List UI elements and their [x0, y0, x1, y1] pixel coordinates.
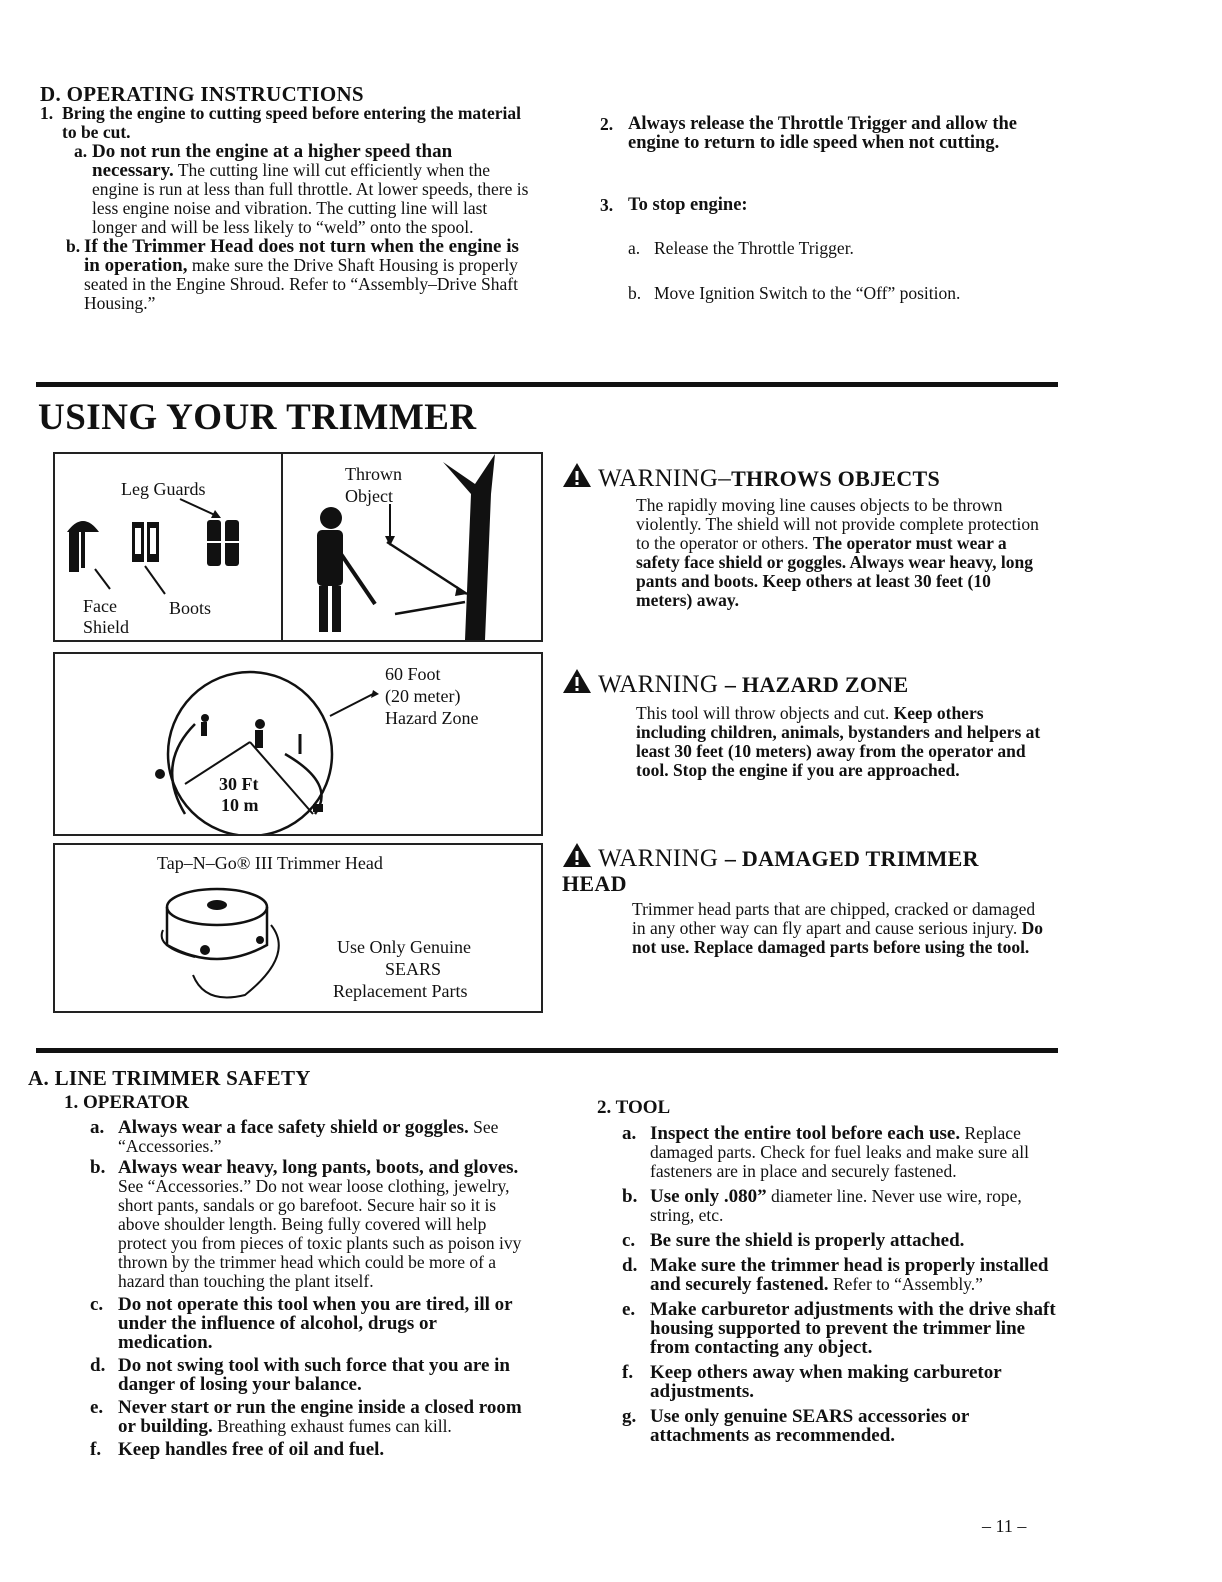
label-distance-ft: 30 Ft [219, 774, 259, 794]
label-face: Face [83, 596, 117, 616]
item-text: To stop engine: [628, 195, 748, 215]
list-item [622, 1300, 1058, 1357]
item-label: d. [90, 1355, 106, 1376]
list-item [622, 1187, 1058, 1225]
tool-list [622, 1124, 1058, 1447]
item-text: Bring the engine to cutting speed before entering the material to be cut. [62, 103, 521, 142]
figure-protective-gear [53, 452, 543, 642]
page-title: USING YOUR TRIMMER [38, 397, 477, 438]
warning-throws-objects [562, 462, 1044, 610]
trimmer-head-illustration [55, 845, 541, 1011]
label-zone-line2: (20 meter) [385, 686, 461, 706]
item-label: a. [90, 1117, 105, 1138]
item-text: See “Accessories.” Do not wear loose clothing, jewelry, short pants, sandals or go barefoot. Secure hair so it is above shoulder length. Being fully covered will help protect you from pieces of toxic plants such as poison ivy thrown by the trimmer head which could be more of a hazard than touching the plant itself. [118, 1176, 522, 1291]
figure-trimmer-head [53, 843, 543, 1013]
sub-bold: Do not run the engine at a higher speed than necessary. [92, 141, 453, 181]
item-bold: Always wear heavy, long pants, boots, and gloves. [118, 1157, 519, 1178]
warning-title: WARNING – DAMAGED TRIMMER HEAD [562, 842, 1044, 896]
item-number: 1. [40, 103, 54, 123]
sub-text: Release the Throttle Trigger. [654, 238, 854, 258]
list-item [90, 1295, 526, 1352]
item-text: Replace damaged parts. Check for fuel leaks and make sure all fasteners are in place and securely fastened. [650, 1123, 1030, 1181]
sub-label: a. [74, 141, 88, 161]
section-d-item-2 [600, 115, 1068, 153]
item-bold: Always wear a face safety shield or goggles. [118, 1117, 469, 1138]
item-bold: Never start or run the engine inside a closed room or building. [118, 1397, 522, 1437]
warning-hazard-zone [562, 668, 1044, 780]
label-genuine-line1: Use Only Genuine [337, 937, 471, 957]
item-bold: Keep handles free of oil and fuel. [118, 1439, 385, 1460]
sub-label: b. [628, 283, 642, 303]
warning-bold: The operator must wear a safety face shield or goggles. Always wear heavy, long pants and boots. Keep others at least 30 feet (10 meters) away. [636, 533, 1033, 610]
warning-title: WARNING – HAZARD ZONE [562, 668, 1044, 699]
item-label: g. [622, 1406, 637, 1427]
warning-title: WARNING–THROWS OBJECTS [562, 462, 1044, 493]
item-label: e. [622, 1299, 636, 1320]
label-genuine-line3: Replacement Parts [333, 981, 468, 1001]
warning-damaged-head [562, 842, 1044, 957]
item-bold: Use only .080” [650, 1186, 767, 1207]
section-d-item-3 [600, 196, 1068, 303]
figure-hazard-zone [53, 652, 543, 836]
item-number: 3. [600, 195, 614, 215]
sub-label: a. [628, 238, 641, 258]
section-divider [36, 1048, 1058, 1053]
sub-label: b. [66, 236, 81, 256]
item-bold: Do not operate this tool when you are tired, ill or under the influence of alcohol, drugs or medication. [118, 1294, 513, 1353]
item-text: Breathing exhaust fumes can kill. [217, 1416, 452, 1436]
section-a-heading: A. LINE TRIMMER SAFETY [28, 1066, 311, 1090]
item-text: Refer to “Assembly.” [832, 1274, 983, 1294]
item-bold: Make carburetor adjustments with the drive shaft housing supported to prevent the trimmer line from contacting any object. [650, 1299, 1056, 1358]
list-item [90, 1118, 526, 1156]
label-trimmer-head: Tap–N–Go® III Trimmer Head [157, 853, 383, 873]
label-thrown: Thrown [345, 464, 402, 484]
sub-text: Move Ignition Switch to the “Off” position. [654, 283, 961, 303]
item-label: a. [622, 1123, 637, 1144]
list-item [90, 1398, 526, 1436]
sub-text: make sure the Drive Shaft Housing is properly seated in the Engine Shroud. Refer to “Assembly–Drive Shaft Housing.” [84, 255, 518, 313]
label-zone-line3: Hazard Zone [385, 708, 479, 728]
warning-triangle-icon [562, 462, 592, 488]
warning-text: Trimmer head parts that are chipped, cracked or damaged in any other way can fly apart and cause serious injury. [632, 899, 1036, 938]
item-bold: Use only genuine SEARS accessories or attachments as recommended. [650, 1406, 969, 1446]
list-item [90, 1440, 526, 1459]
list-item [90, 1158, 526, 1291]
sub-text: The cutting line will cut efficiently when the engine is run at less than full throttle. At lower speeds, there is less engine noise and vibration. The cutting line will last longer and will be less likely to “weld” onto the spool. [92, 160, 529, 237]
label-boots: Boots [169, 598, 212, 618]
list-item [622, 1256, 1058, 1294]
label-leg-guards: Leg Guards [121, 479, 206, 499]
item-bold: Make sure the trimmer head is properly installed and securely fastened. [650, 1255, 1049, 1295]
list-item [622, 1231, 1058, 1250]
protective-gear-illustration [55, 454, 541, 640]
tool-heading: 2. TOOL [597, 1097, 671, 1118]
item-bold: Inspect the entire tool before each use. [650, 1123, 961, 1144]
label-zone-line1: 60 Foot [385, 664, 441, 684]
item-number: 2. [600, 114, 614, 134]
warning-triangle-icon [562, 668, 592, 694]
list-item [622, 1363, 1058, 1401]
item-text: Always release the Throttle Trigger and allow the engine to return to idle speed when not cutting. [628, 114, 1017, 153]
list-item [622, 1124, 1058, 1181]
label-genuine-line2: SEARS [385, 959, 442, 979]
item-label: b. [622, 1186, 638, 1207]
label-shield: Shield [83, 617, 130, 637]
label-distance-m: 10 m [221, 795, 259, 815]
item-label: d. [622, 1255, 638, 1276]
item-bold: Do not swing tool with such force that you are in danger of losing your balance. [118, 1355, 510, 1395]
warning-bold: Do not use. Replace damaged parts before using the tool. [632, 918, 1043, 957]
warning-text: The rapidly moving line causes objects to be thrown violently. The shield will not provide complete protection to the operator or others. [636, 495, 1039, 553]
item-text: See “Accessories.” [118, 1117, 499, 1156]
item-label: c. [622, 1230, 636, 1251]
item-label: b. [90, 1157, 106, 1178]
operator-heading: 1. OPERATOR [64, 1092, 189, 1113]
section-divider [36, 382, 1058, 387]
label-object: Object [345, 486, 393, 506]
list-item [90, 1356, 526, 1394]
item-text: diameter line. Never use wire, rope, string, etc. [650, 1186, 1022, 1225]
item-bold: Be sure the shield is properly attached. [650, 1230, 965, 1251]
sub-bold: If the Trimmer Head does not turn when the engine is in operation, [84, 236, 519, 276]
warning-bold: Keep others including children, animals, bystanders and helpers at least 30 feet (10 meters) away from the operator and tool. Stop the engine if you are approached. [636, 703, 1041, 780]
item-label: f. [90, 1439, 102, 1460]
operator-list [90, 1118, 526, 1461]
section-d-item-1 [40, 104, 532, 313]
item-bold: Keep others away when making carburetor adjustments. [650, 1362, 1002, 1402]
item-label: e. [90, 1397, 104, 1418]
section-d-heading: D. OPERATING INSTRUCTIONS [40, 82, 364, 106]
item-label: f. [622, 1362, 634, 1383]
item-label: c. [90, 1294, 104, 1315]
warning-text: This tool will throw objects and cut. [636, 703, 890, 723]
warning-triangle-icon [562, 842, 592, 868]
hazard-zone-illustration [55, 654, 541, 834]
list-item [622, 1407, 1058, 1445]
page-number: – 11 – [982, 1516, 1027, 1536]
